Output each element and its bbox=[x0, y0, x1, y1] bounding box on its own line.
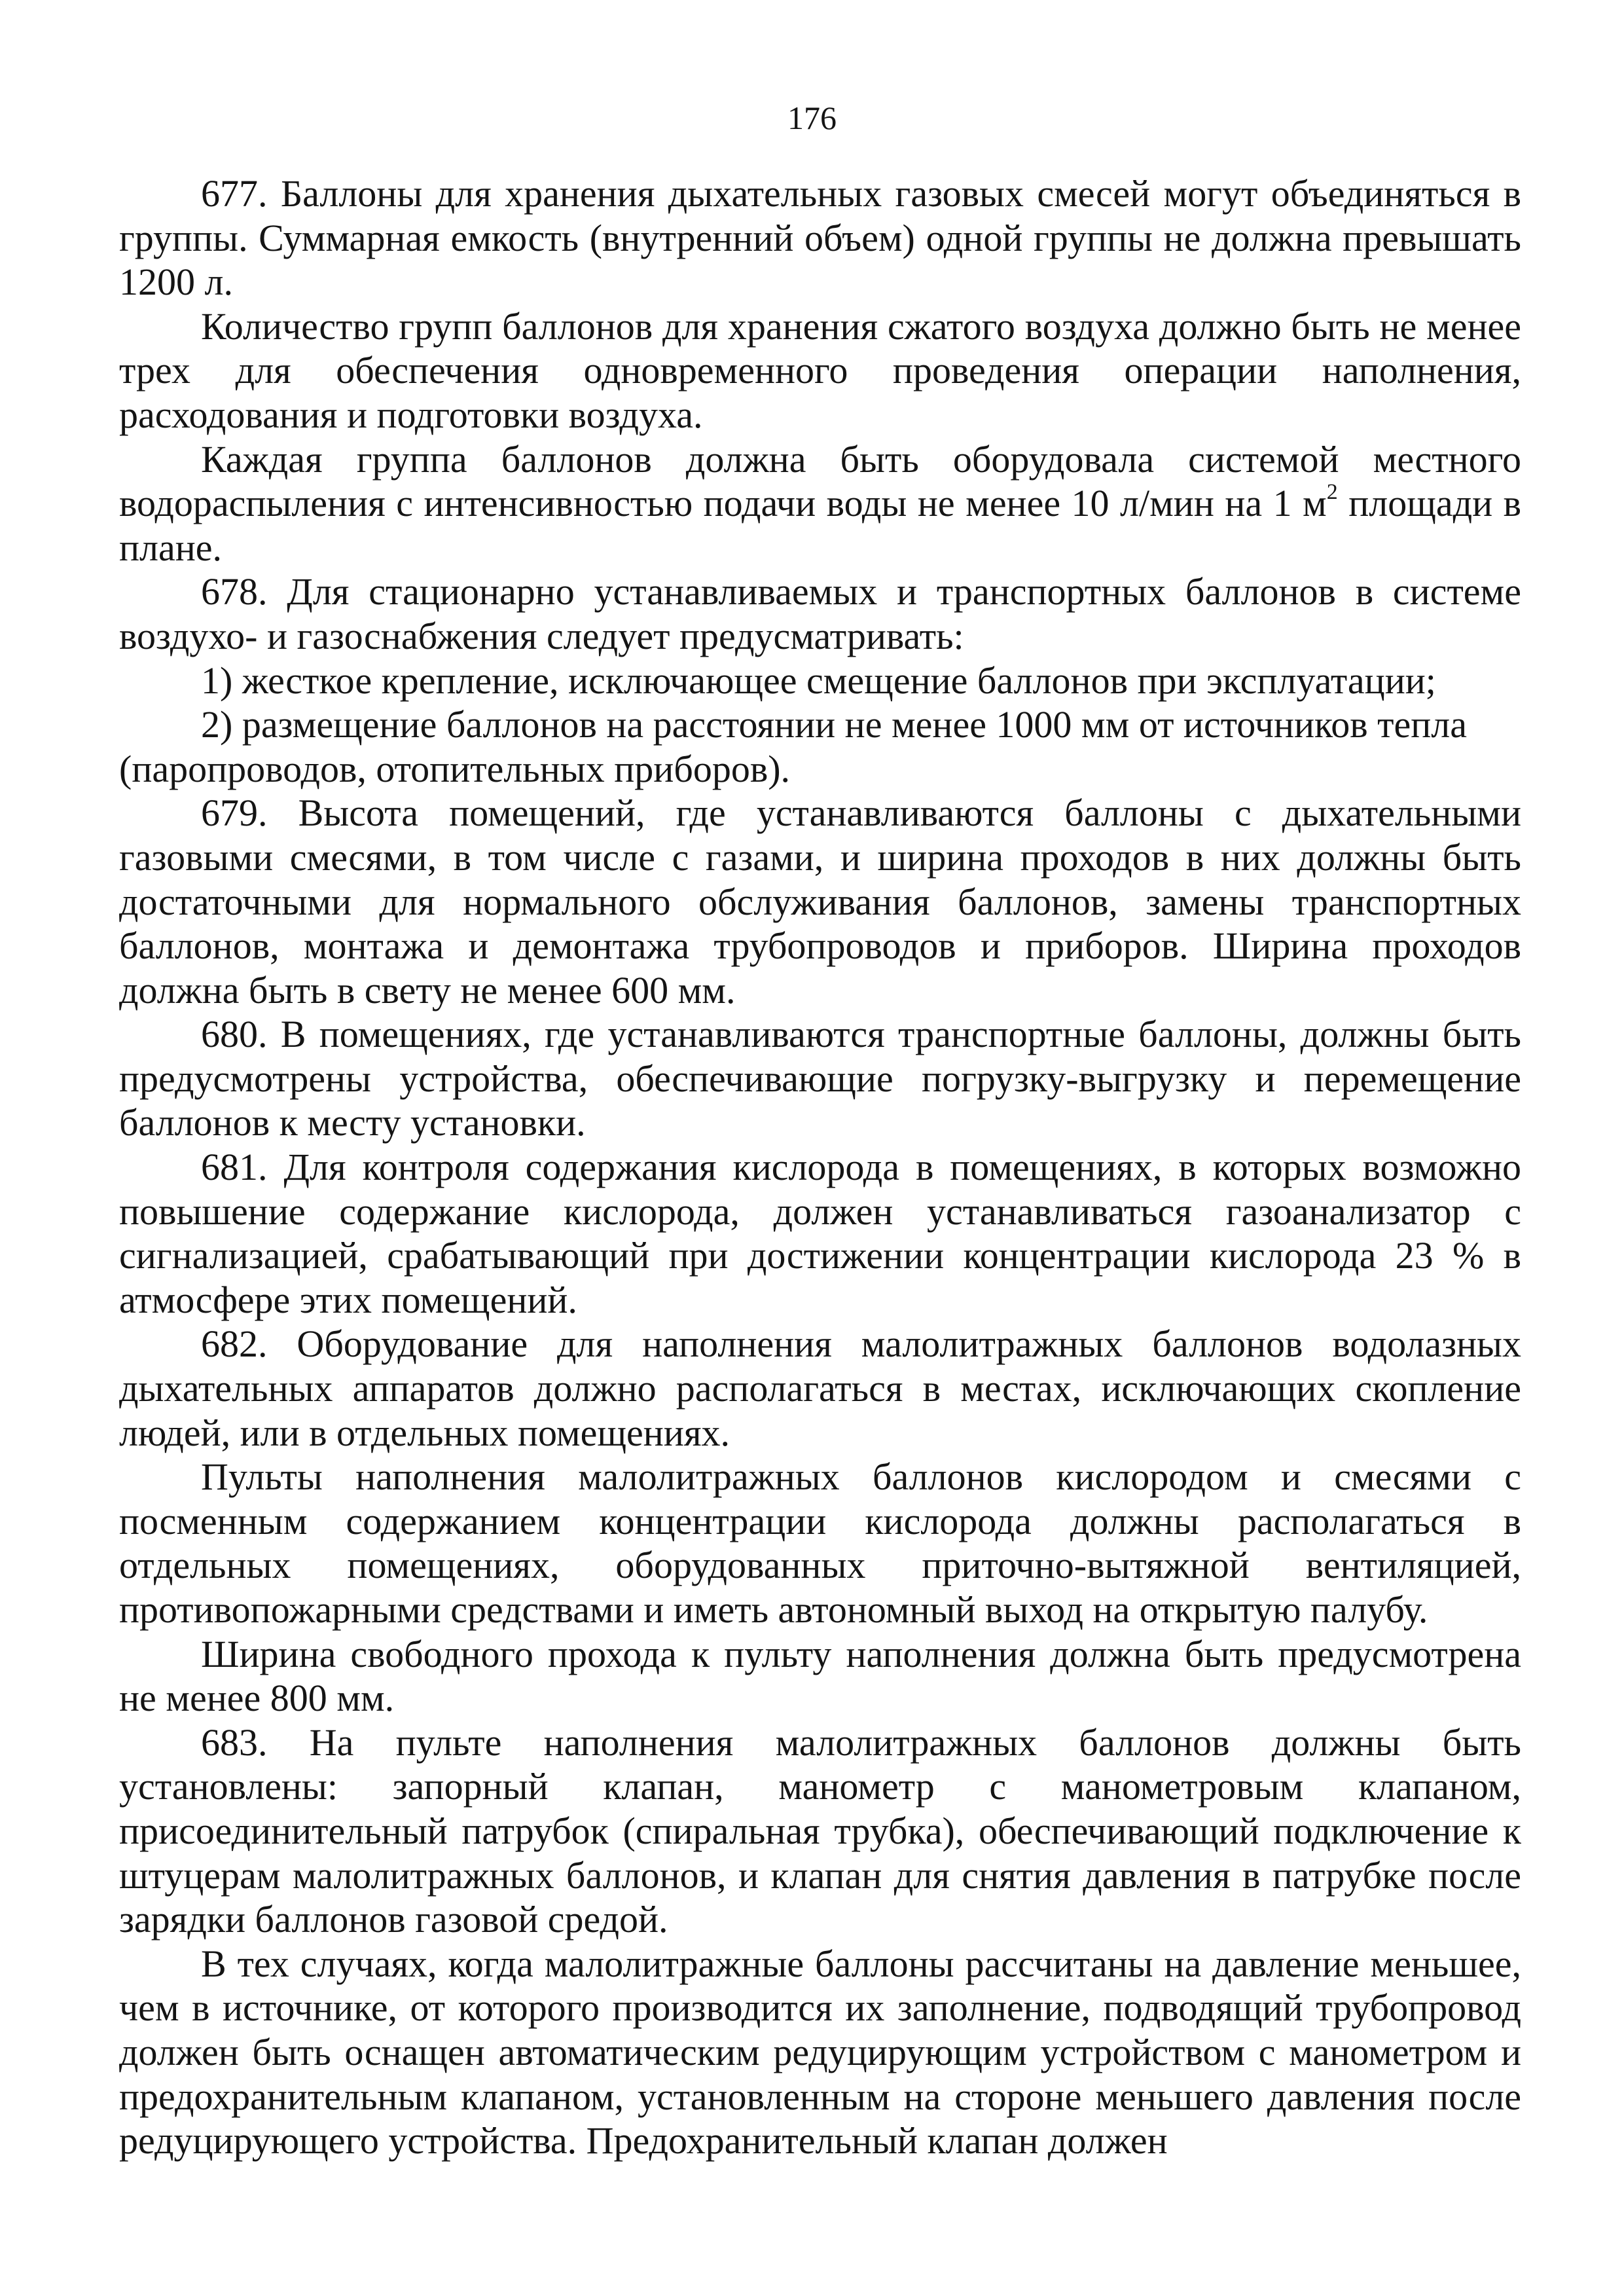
paragraph-683: 683. На пульте наполнения малолитражных баллонов должны быть установлены: запорный клапан, манометр с манометровым клапаном, присоединительный патрубок (спиральная трубка), обеспечивающий подключение к штуцерам малолитражных баллонов, и клапан для снятия давления в патрубке после зарядки баллонов газовой средой. bbox=[119, 1721, 1521, 1941]
paragraph-filling-panels: Пульты наполнения малолитражных баллонов кислородом и смесями с посменным содержанием концентрации кислорода должны располагаться в отдельных помещениях, оборудованных приточно-вытяжной вентиляцией, противопожарными средствами и иметь автономный выход на открытую палубу. bbox=[119, 1455, 1521, 1631]
paragraph-pressure-reduction: В тех случаях, когда малолитражные баллоны рассчитаны на давление меньшее, чем в источнике, от которого производится их заполнение, подводящий трубопровод должен быть оснащен автоматическим редуцирующим устройством с манометром и предохранительным клапаном, установленным на стороне меньшего давления после редуцирующего устройства. Предохранительный клапан должен bbox=[119, 1942, 1521, 2162]
paragraph-water-spray bbox=[119, 437, 1521, 570]
list-item-1: 1) жесткое крепление, исключающее смещение баллонов при эксплуатации; bbox=[201, 659, 1436, 702]
paragraph-680: 680. В помещениях, где устанавливаются транспортные баллоны, должны быть предусмотрены устройства, обеспечивающие погрузку-выгрузку и перемещение баллонов к месту установки. bbox=[119, 1013, 1521, 1144]
list-item-2-continuation: (паропроводов, отопительных приборов). bbox=[119, 747, 791, 790]
paragraph-679: 679. Высота помещений, где устанавливаются баллоны с дыхательными газовыми смесями, в том числе с газами, и ширина проходов в них должны быть достаточными для нормального обслуживания баллонов, замены транспортных баллонов, монтажа и демонтажа трубопроводов и приборов. Ширина проходов должна быть в свету не менее 600 мм. bbox=[119, 792, 1521, 1011]
paragraph-passage-width: Ширина свободного прохода к пульту наполнения должна быть предусмотрена не менее 800 мм. bbox=[119, 1632, 1521, 1720]
paragraph-682: 682. Оборудование для наполнения малолитражных баллонов водолазных дыхательных аппаратов должно располагаться в местах, исключающих скопление людей, или в отдельных помещениях. bbox=[119, 1322, 1521, 1454]
paragraph-677: 677. Баллоны для хранения дыхательных газовых смесей могут объединяться в группы. Суммарная емкость (внутренний объем) одной группы не должна превышать 1200 л. bbox=[119, 172, 1521, 304]
paragraph-air-cylinder-groups: Количество групп баллонов для хранения сжатого воздуха должно быть не менее трех для обеспечения одновременного проведения операции наполнения, расходования и подготовки воздуха. bbox=[119, 304, 1521, 436]
document-body bbox=[119, 172, 1521, 2163]
page-number: 176 bbox=[787, 100, 837, 136]
list-item-2: 2) размещение баллонов на расстоянии не менее 1000 мм от источников тепла bbox=[201, 703, 1467, 746]
water-spray-text-end: площади в плане. bbox=[119, 482, 1522, 569]
square-meter-superscript: 2 bbox=[1326, 480, 1338, 505]
paragraph-678: 678. Для стационарно устанавливаемых и транспортных баллонов в системе воздухо- и газоснабжения следует предусматривать: bbox=[119, 570, 1521, 657]
paragraph-681: 681. Для контроля содержания кислорода в помещениях, в которых возможно повышение содержание кислорода, должен устанавливаться газоанализатор с сигнализацией, срабатывающий при достижении концентрации кислорода 23 % в атмосфере этих помещений. bbox=[119, 1146, 1521, 1321]
water-spray-text: Каждая группа баллонов должна быть оборудовала системой местного водораспыления с интенсивностью подачи воды не менее 10 л/мин на 1 м bbox=[119, 437, 1521, 525]
